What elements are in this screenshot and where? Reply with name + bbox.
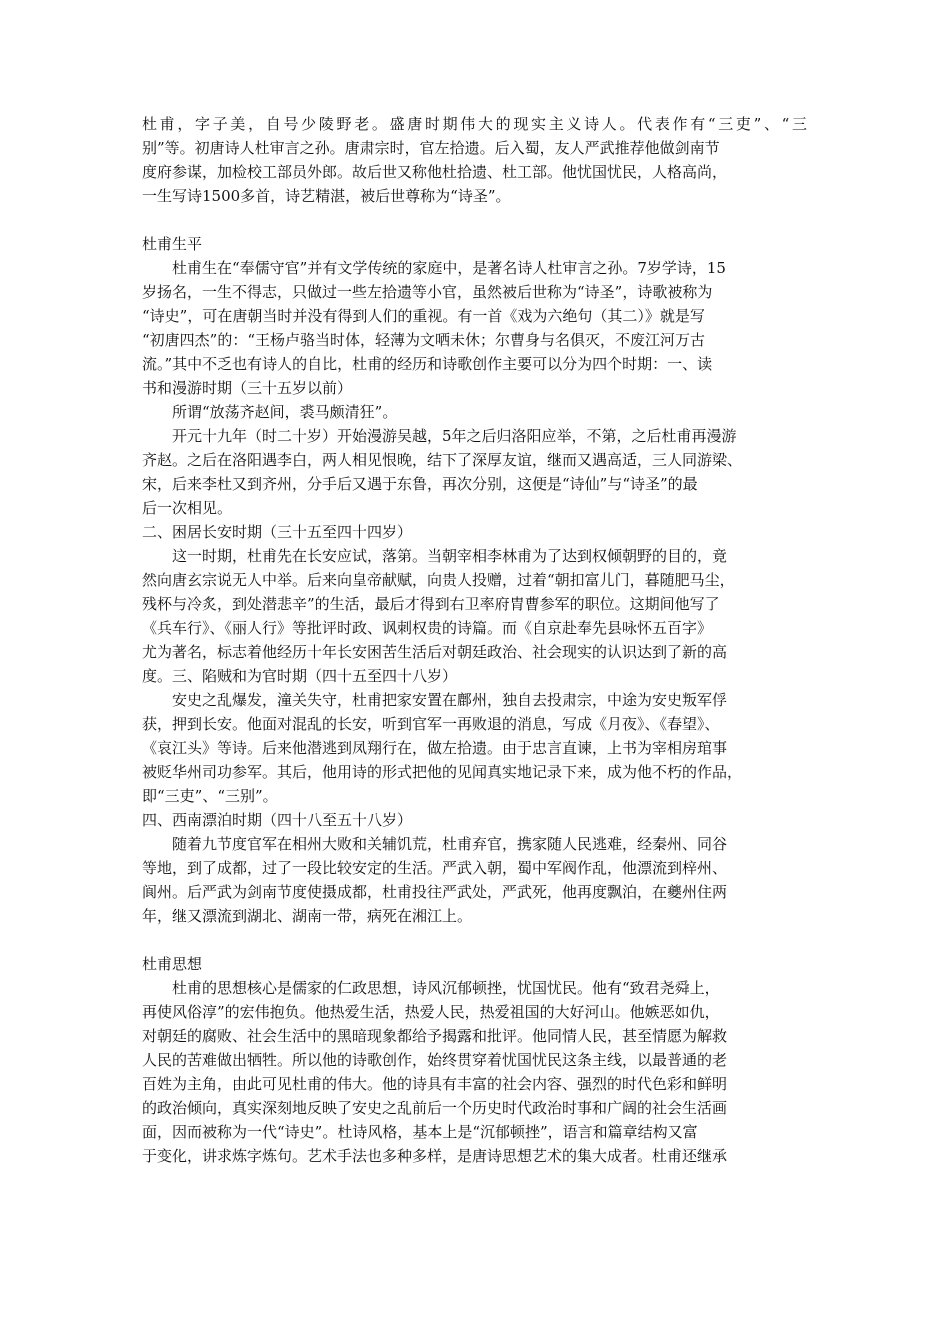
- life-section: [142, 256, 832, 928]
- body-line: 于变化，讲求炼字炼句。艺术手法也多种多样，是唐诗思想艺术的集大成者。杜甫还继承: [142, 1147, 728, 1165]
- body-line: 获，押到长安。他面对混乱的长安，听到官军一再败退的消息，写成《月夜》、《春望》、: [142, 715, 720, 733]
- intro-line: 杜甫，字子美，自号少陵野老。盛唐时期伟大的现实主义诗人。代表作有“三吏”、“三: [142, 115, 807, 133]
- body-line: 安史之乱爆发，潼关失守，杜甫把家安置在鄜州，独自去投肃宗，中途为安史叛军俘: [172, 691, 728, 709]
- section-heading-thought: 杜甫思想: [142, 955, 203, 973]
- spacer: [142, 928, 832, 952]
- body-line: 尤为著名，标志着他经历十年长安困苦生活后对朝廷政治、社会现实的认识达到了新的高: [142, 643, 728, 661]
- body-line: 面，因而被称为一代“诗史”。杜诗风格，基本上是“沉郁顿挫”，语言和篇章结构又富: [142, 1123, 698, 1141]
- body-line: 杜甫的思想核心是儒家的仁政思想，诗风沉郁顿挫，忧国忧民。他有“致君尧舜上，: [172, 979, 720, 997]
- period-heading: 二、困居长安时期（三十五至四十四岁）: [142, 523, 413, 541]
- body-line: 对朝廷的腐败、社会生活中的黑暗现象都给予揭露和批评。他同情人民，甚至情愿为解救: [142, 1027, 728, 1045]
- body-line: 齐赵。之后在洛阳遇李白，两人相见恨晚，结下了深厚友谊，继而又遇高适，三人同游梁、: [142, 451, 743, 469]
- intro-line: 别”等。初唐诗人杜审言之孙。唐肃宗时，官左拾遗。后入蜀，友人严武推荐他做剑南节: [142, 139, 720, 157]
- body-line: 再使风俗淳”的宏伟抱负。他热爱生活，热爱人民，热爱祖国的大好河山。他嫉恶如仇，: [142, 1003, 720, 1021]
- body-line: 宋，后来李杜又到齐州，分手后又遇于东鲁，再次分别，这便是“诗仙”与“诗圣”的最: [142, 475, 698, 493]
- body-line: 百姓为主角，由此可见杜甫的伟大。他的诗具有丰富的社会内容、强烈的时代色彩和鲜明: [142, 1075, 728, 1093]
- body-line: 残杯与冷炙，到处潜悲辛”的生活，最后才得到右卫率府胄曹参军的职位。这期间他写了: [142, 595, 720, 613]
- body-line: 即“三吏”、“三别”。: [142, 787, 278, 805]
- body-line: 人民的苦难做出牺牲。所以他的诗歌创作，始终贯穿着忧国忧民这条主线，以最普通的老: [142, 1051, 728, 1069]
- spacer: [142, 208, 832, 232]
- body-line: 随着九节度官军在相州大败和关辅饥荒，杜甫弃官，携家随人民逃难，经秦州、同谷: [172, 835, 728, 853]
- body-line: 所谓“放荡齐赵间，裘马颇清狂”。: [172, 403, 398, 421]
- body-line: 《兵车行》、《丽人行》等批评时政、讽刺权贵的诗篇。而《自京赴奉先县咏怀五百字》: [142, 619, 713, 637]
- body-line: 年，继又漂流到湖北、湖南一带，病死在湘江上。: [142, 907, 473, 925]
- body-line: 这一时期，杜甫先在长安应试，落第。当朝宰相李林甫为了达到权倾朝野的目的，竟: [172, 547, 728, 565]
- intro-paragraph: [142, 112, 832, 208]
- body-line: 度。三、陷贼和为官时期（四十五至四十八岁）: [142, 667, 458, 685]
- document-page: [142, 112, 832, 1168]
- body-line: 的政治倾向，真实深刻地反映了安史之乱前后一个历史时代政治时事和广阔的社会生活画: [142, 1099, 728, 1117]
- body-line: 阆州。后严武为剑南节度使摄成都，杜甫投往严武处，严武死，他再度飘泊，在夔州住两: [142, 883, 728, 901]
- thought-section: [142, 976, 832, 1168]
- body-line: 等地，到了成都，过了一段比较安定的生活。严武入朝，蜀中军阀作乱，他漂流到梓州、: [142, 859, 728, 877]
- body-line: 《哀江头》等诗。后来他潜逃到凤翔行在，做左拾遗。由于忠言直谏，上书为宰相房琯事: [142, 739, 728, 757]
- intro-line: 一生写诗1500多首，诗艺精湛，被后世尊称为“诗圣”。: [142, 187, 511, 205]
- body-line: 开元十九年（时二十岁）开始漫游吴越，5年之后归洛阳应举，不第，之后杜甫再漫游: [172, 427, 737, 445]
- body-line: 然向唐玄宗说无人中举。后来向皇帝献赋，向贵人投赠，过着“朝扣富儿门，暮随肥马尘，: [142, 571, 735, 589]
- intro-line: 度府参谋，加检校工部员外郎。故后世又称他杜拾遗、杜工部。他忧国忧民，人格高尚，: [142, 163, 728, 181]
- section-heading-life: 杜甫生平: [142, 235, 203, 253]
- body-line: “诗史”，可在唐朝当时并没有得到人们的重视。有一首《戏为六绝句（其二）》就是写: [142, 307, 705, 325]
- body-line: 后一次相见。: [142, 499, 233, 517]
- body-line: “初唐四杰”的：“王杨卢骆当时体，轻薄为文哂未休；尔曹身与名俱灭，不废江河万古: [142, 331, 706, 349]
- body-line: 岁扬名，一生不得志，只做过一些左拾遗等小官，虽然被后世称为“诗圣”，诗歌被称为: [142, 283, 713, 301]
- body-line: 流。”其中不乏也有诗人的自比，杜甫的经历和诗歌创作主要可以分为四个时期：一、读: [142, 355, 713, 373]
- body-line: 书和漫游时期（三十五岁以前）: [142, 379, 353, 397]
- body-line: 杜甫生在“奉儒守官”并有文学传统的家庭中，是著名诗人杜审言之孙。7岁学诗，15: [172, 259, 726, 277]
- period-heading: 四、西南漂泊时期（四十八至五十八岁）: [142, 811, 413, 829]
- body-line: 被贬华州司功参军。其后，他用诗的形式把他的见闻真实地记录下来，成为他不朽的作品，: [142, 763, 743, 781]
